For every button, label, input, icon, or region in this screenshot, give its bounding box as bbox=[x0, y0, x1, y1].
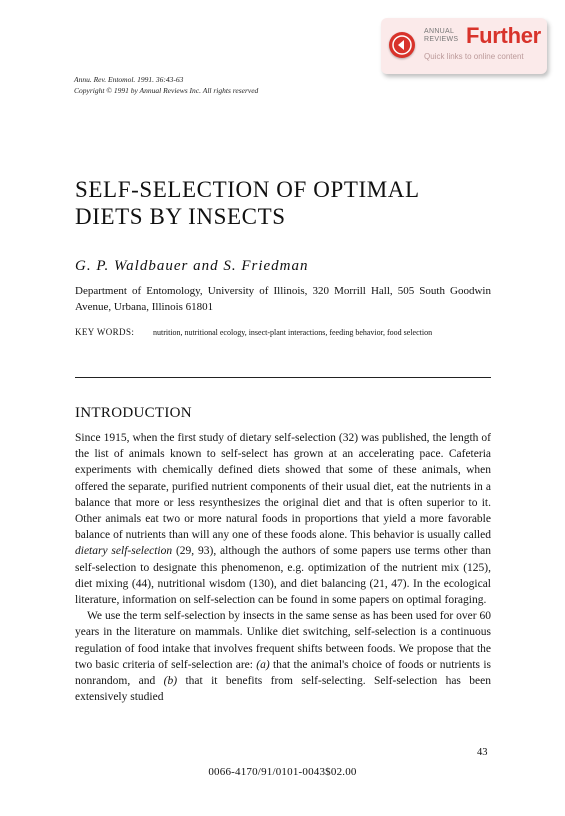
key-words-label: KEY WORDS: bbox=[75, 327, 135, 337]
emphasis-term: dietary self-selection bbox=[75, 545, 173, 558]
journal-citation bbox=[74, 74, 258, 96]
author-affiliation: Department of Entomology, University of Illinois, 320 Morrill Hall, 505 South Goodwin Avenue, Urbana, Illinois 61801 bbox=[75, 285, 491, 313]
body-text bbox=[75, 430, 491, 705]
title-line-2: DIETS BY INSECTS bbox=[75, 204, 286, 229]
criterion-a-label: (a) bbox=[256, 658, 270, 671]
annual-reviews-further-badge[interactable] bbox=[381, 18, 547, 74]
criterion-b-label: (b) bbox=[163, 675, 178, 688]
badge-further-label: Further bbox=[466, 23, 541, 48]
title-line-1: SELF-SELECTION OF OPTIMAL bbox=[75, 177, 420, 202]
section-heading: INTRODUCTION bbox=[75, 405, 192, 421]
article-title bbox=[75, 176, 495, 230]
page-number: 43 bbox=[477, 747, 488, 758]
paragraph-1: Since 1915, when the first study of dietary self-selection (32) was published, the length of the list of animals known to self-select has grown at an accelerating pace. Cafeteria experiments with chemically defined diets showed that some of these animals, when offered the separate, purified nutrient components of their usual diet, eat the nutrients in a balance that more or less resynthesizes the original diet and that is often superior to it. Other animals eat two or more natural foods in proportions that yield a more favorable balance of nutrients than will any one of these foods alone. This behavior is usually called dietary self-selection (29, 93), although the authors of some papers use terms other than self-selection to designate this phenomenon, e.g. optimization of the nutrient mix (125), diet mixing (44), nutritional wisdom (130), and diet balancing (21, 47). In the ecological literature, information on self-selection can be found in some papers on optimal foraging. bbox=[75, 432, 492, 607]
article-authors: G. P. Waldbauer and S. Friedman bbox=[75, 258, 309, 274]
badge-tagline: Quick links to online content bbox=[424, 52, 524, 61]
journal-line: Annu. Rev. Entomol. 1991. 36:43-63 bbox=[74, 75, 184, 84]
copyright-line: Copyright © 1991 by Annual Reviews Inc. All rights reserved bbox=[74, 86, 259, 95]
header-divider bbox=[75, 377, 491, 378]
back-arrow-icon bbox=[389, 32, 415, 58]
key-words: nutrition, nutritional ecology, insect-plant interactions, feeding behavior, food selection bbox=[153, 328, 433, 337]
article-code: 0066-4170/91/0101-0043$02.00 bbox=[208, 766, 357, 778]
paragraph-2: We use the term self-selection by insects in the same sense as has been used for over 60 years in the literature on mammals. Unlike diet switching, self-selection is a continuous regulation of food intake that involves frequent shifts between foods. We propose that the two basic criteria of self-selection are: (a) that the animal's choice of foods or nutrients is nonrandom, and (b) that it benefits from self-selecting. Self-selection has been extensively studied bbox=[75, 610, 492, 704]
badge-publisher-label: ANNUAL REVIEWS bbox=[424, 28, 459, 43]
